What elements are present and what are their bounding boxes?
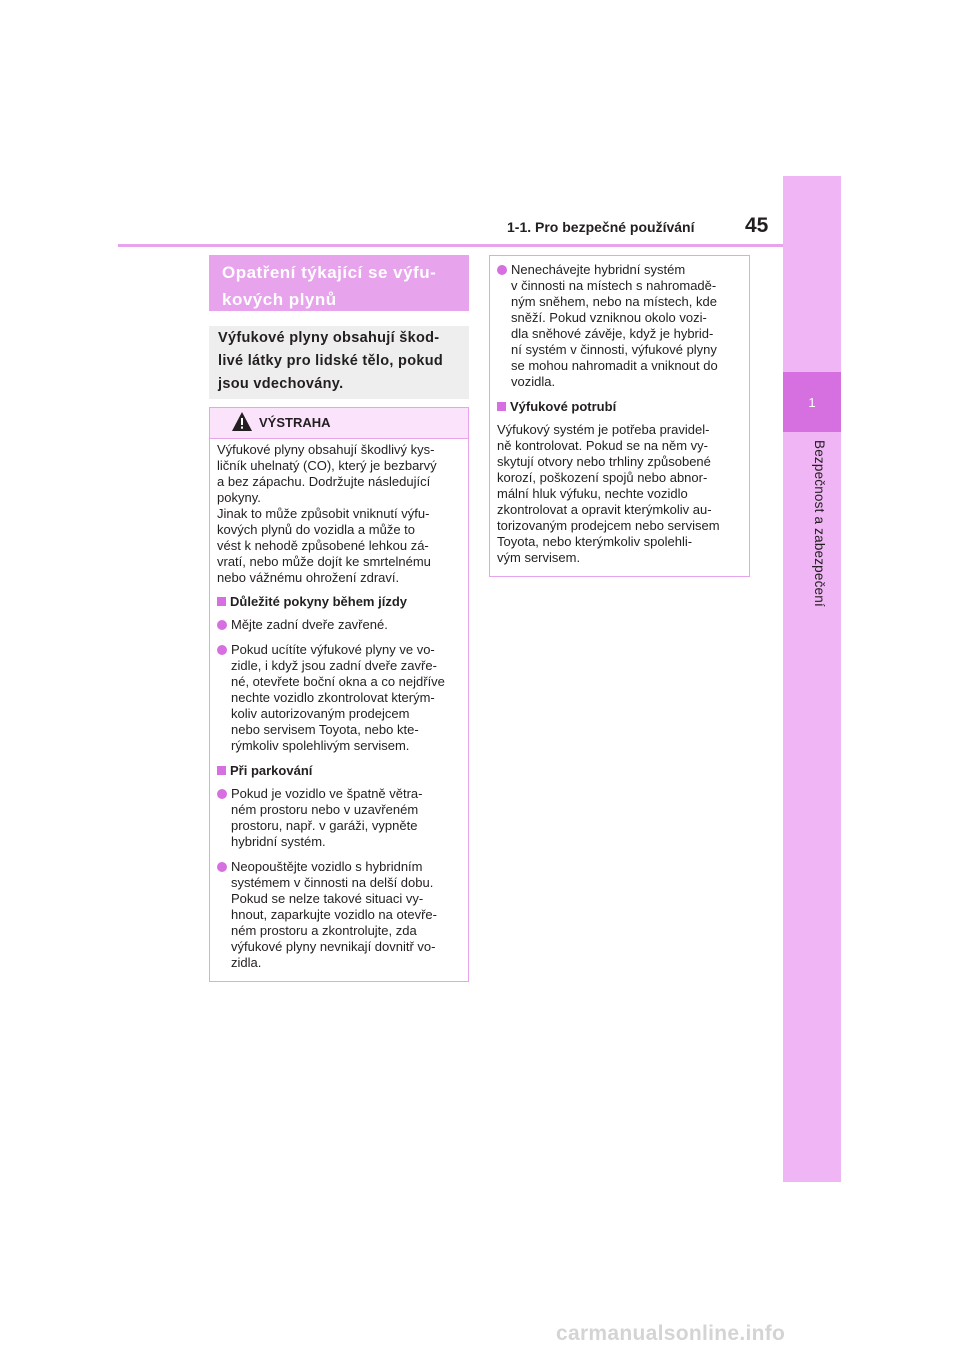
warning-box [209,407,469,982]
section-heading [497,399,741,415]
list-item [217,786,460,850]
list-item [217,617,460,633]
section-title: 1-1. Pro bezpečné používání [507,219,695,235]
section-heading-text: Výfukové potrubí [510,399,617,414]
square-bullet-icon [217,766,226,775]
watermark: carmanualsonline.info [556,1322,786,1345]
list-item-text: Neopouštějte vozidlo s hybridním systémem v činnosti na delší dobu. Pokud se nelze takové situaci vy- hnout, zaparkujte vozidlo na otevře- ném prostoru a zkontrolujte, zda výfukové plyny nevnikají dovnitř vo- zidla. [231,859,437,970]
list-item [217,859,460,971]
page-number: 45 [745,214,769,237]
list-item [217,642,460,754]
section-heading [217,594,460,610]
round-bullet-icon [497,265,507,275]
warning-box-continued [489,255,750,577]
list-item [497,262,741,390]
section-heading-text: Důležité pokyny během jízdy [230,594,407,609]
list-item-text: Pokud je vozidlo ve špatně větra- ném prostoru nebo v uzavřeném prostoru, např. v garáži, vypněte hybridní systém. [231,786,423,849]
warning-header [210,408,468,439]
list-item-text: Nenechávejte hybridní systém v činnosti na místech s nahromadě- ným sněhem, nebo na místech, kde sněží. Pokud vzniknou okolo vozi- dla sněhové závěje, když je hybrid- ní systém v činnosti, výfukové plyny se mohou nahromadit a vniknout do vozidla. [511,262,718,389]
square-bullet-icon [497,402,506,411]
page-title: Opatření týkající se výfu- kových plynů [209,255,469,311]
side-tab [783,176,841,1182]
section-heading [217,763,460,779]
chapter-label: Bezpečnost a zabezpečení [812,440,827,607]
round-bullet-icon [217,789,227,799]
warning-intro: Výfukové plyny obsahují škodlivý kys- ličník uhelnatý (CO), který je bezbarvý a bez zápachu. Dodržujte následující pokyny. Jinak to může způsobit vniknutí výfu- kových plynů do vozidla a může to vést k nehodě způsobené lehkou zá- vratí, nebo může dojít ke smrtelnému nebo vážnému ohrožení zdraví. [217,442,437,585]
square-bullet-icon [217,597,226,606]
round-bullet-icon [217,862,227,872]
round-bullet-icon [217,645,227,655]
warning-title: VÝSTRAHA [259,415,331,430]
section-heading-text: Při parkování [230,763,313,778]
round-bullet-icon [217,620,227,630]
warning-content [210,439,468,971]
warning-content-continued [490,256,749,566]
list-item-text: Pokud ucítíte výfukové plyny ve vo- zidle, i když jsou zadní dveře zavře- né, otevřete boční okna a co nejdříve nechte vozidlo zkontrolovat kterým- koliv autorizovaným prodejcem nebo servisem Toyota, nebo kte- rýmkoliv spolehlivým servisem. [231,642,445,753]
header-rule [118,244,783,247]
page-subtitle: Výfukové plyny obsahují škod- livé látky pro lidské tělo, pokud jsou vdechovány. [209,326,469,399]
chapter-number: 1 [783,372,841,432]
warning-triangle-icon [231,411,253,438]
exhaust-text: Výfukový systém je potřeba pravidel- ně kontrolovat. Pokud se na něm vy- skytují otvory nebo trhliny způsobené korozí, poškození spojů nebo abnor- mální hluk výfuku, nechte vozidlo zkontrolovat a opravit kterýmkoliv au- torizovaným prodejcem nebo servisem Toyota, nebo kterýmkoliv spolehli- vým servisem. [497,422,720,565]
list-item-text: Mějte zadní dveře zavřené. [231,617,388,632]
